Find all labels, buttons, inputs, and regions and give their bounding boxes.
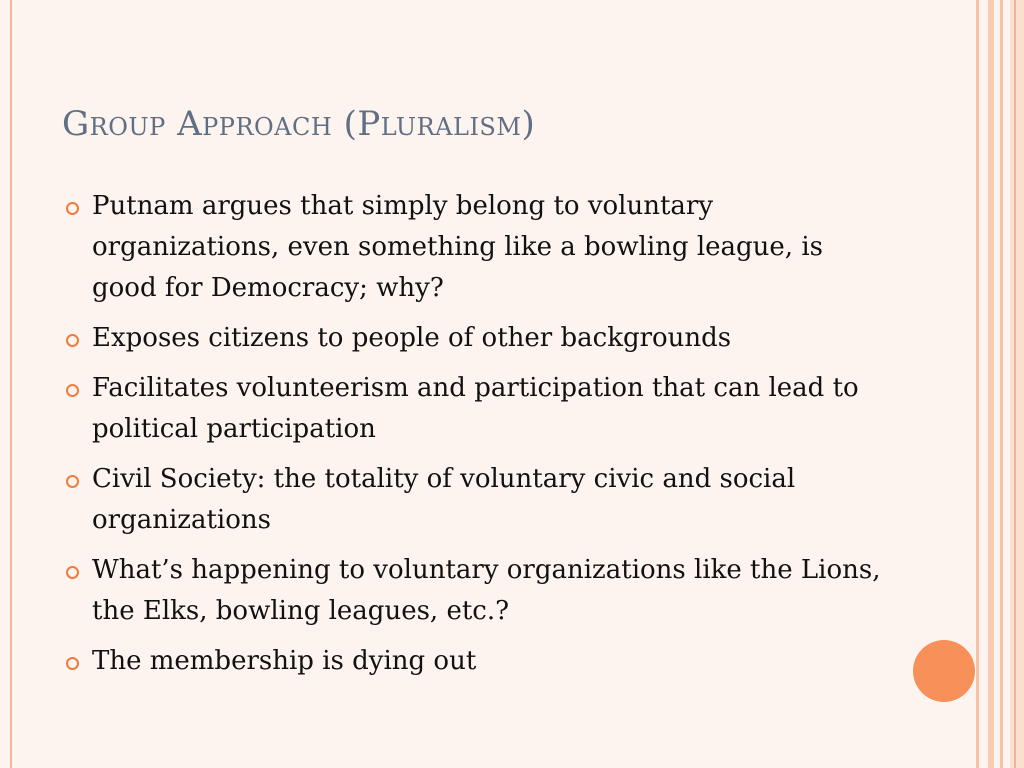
ring-bullet-icon xyxy=(66,384,79,397)
right-stripe xyxy=(1014,0,1016,768)
right-stripe xyxy=(1000,0,1003,768)
slide-title: Group Approach (Pluralism) xyxy=(62,104,536,144)
right-stripe xyxy=(976,0,979,768)
bullet-item xyxy=(62,186,892,309)
bullet-item xyxy=(62,550,892,632)
ring-bullet-icon xyxy=(66,334,79,347)
bullet-list xyxy=(62,186,892,691)
bullet-text: The membership is dying out xyxy=(92,646,477,676)
bullet-text: What’s happening to voluntary organizations like the Lions, the Elks, bowling leagues, etc.? xyxy=(92,555,881,626)
bullet-text: Facilitates volunteerism and participation that can lead to political participation xyxy=(92,373,859,444)
bullet-text: Civil Society: the totality of voluntary civic and social organizations xyxy=(92,464,796,535)
bullet-text: Exposes citizens to people of other backgrounds xyxy=(92,323,732,353)
right-stripe xyxy=(1010,0,1024,768)
bullet-item xyxy=(62,368,892,450)
left-frame-line xyxy=(10,0,12,768)
ring-bullet-icon xyxy=(66,202,79,215)
bullet-item xyxy=(62,318,892,359)
right-stripe xyxy=(988,0,994,768)
ring-bullet-icon xyxy=(66,657,79,670)
ring-bullet-icon xyxy=(66,475,79,488)
bullet-item xyxy=(62,459,892,541)
bullet-text: Putnam argues that simply belong to voluntary organizations, even something like a bowling league, is good for Democracy; why? xyxy=(92,191,823,303)
accent-circle-decoration xyxy=(913,640,975,702)
ring-bullet-icon xyxy=(66,566,79,579)
bullet-item xyxy=(62,641,892,682)
